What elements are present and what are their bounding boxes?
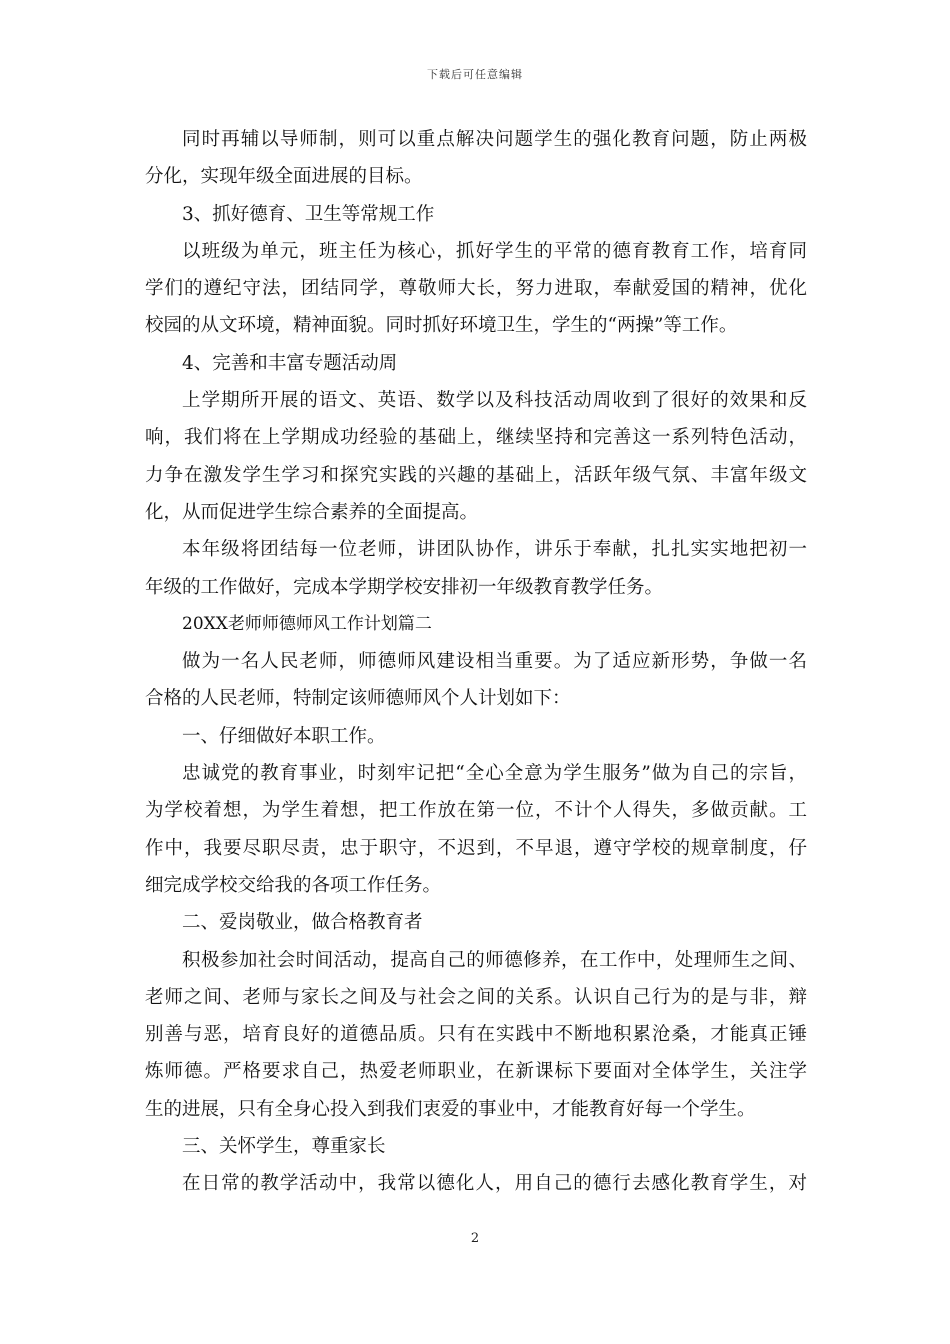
text-line: 校园的从文环境，精神面貌。同时抓好环境卫生，学生的“两操”等工作。 <box>145 315 738 337</box>
text-line: 炼师德。严格要求自己，热爱老师职业，在新课标下要面对全体学生，关注学 <box>145 1061 807 1083</box>
text-line: 同时再辅以导师制，则可以重点解决问题学生的强化教育问题，防止两极 <box>182 129 807 150</box>
text-line: 忠诚党的教育事业，时刻牢记把“全心全意为学生服务”做为自己的宗旨， <box>182 763 807 785</box>
text-line: 在日常的教学活动中，我常以德化人，用自己的德行去感化教育学生，对 <box>182 1173 807 1195</box>
text-line: 老师之间、老师与家长之间及与社会之间的关系。认识自己行为的是与非，辩 <box>145 986 807 1008</box>
page-number: 2 <box>470 1231 480 1246</box>
text-line: 二、爱岗敬业，做合格教育者 <box>182 912 423 934</box>
text-line: 积极参加社会时间活动，提高自己的师德修养，在工作中，处理师生之间、 <box>182 949 807 971</box>
text-line: 本年级将团结每一位老师，讲团队协作，讲乐于奉献，扎扎实实地把初一 <box>182 539 807 561</box>
text-line: 作中，我要尽职尽责，忠于职守，不迟到，不早退，遵守学校的规章制度，仔 <box>145 837 807 859</box>
text-line: 力争在激发学生学习和探究实践的兴趣的基础上，活跃年级气氛、丰富年级文 <box>145 464 807 486</box>
text-line: 细完成学校交给我的各项工作任务。 <box>145 874 442 896</box>
text-line: 年级的工作做好，完成本学期学校安排初一年级教育教学任务。 <box>145 576 664 598</box>
document-body <box>145 121 807 1203</box>
text-line: 别善与恶，培育良好的道德品质。只有在实践中不断地积累沧桑，才能真正锤 <box>145 1024 807 1046</box>
text-line: 化，从而促进学生综合素养的全面提高。 <box>145 501 479 523</box>
page-header: 下载后可任意编辑 <box>427 68 523 81</box>
text-line: 以班级为单元，班主任为核心，抓好学生的平常的德育教育工作，培育同 <box>182 240 807 262</box>
text-line: 20XX老师师德师风工作计划篇二 <box>182 613 432 634</box>
text-line: 为学校着想，为学生着想，把工作放在第一位，不计个人得失，多做贡献。工 <box>145 800 807 822</box>
text-line: 一、仔细做好本职工作。 <box>182 725 386 747</box>
text-line: 响，我们将在上学期成功经验的基础上，继续坚持和完善这一系列特色活动， <box>145 427 807 449</box>
text-line: 做为一名人民老师，师德师风建设相当重要。为了适应新形势，争做一名 <box>182 651 807 673</box>
text-line: 三、关怀学生，尊重家长 <box>182 1136 386 1158</box>
text-line: 生的进展，只有全身心投入到我们衷爱的事业中，才能教育好每一个学生。 <box>145 1098 756 1120</box>
text-line: 分化，实现年级全面进展的目标。 <box>145 166 423 188</box>
text-line: 合格的人民老师，特制定该师德师风个人计划如下： <box>145 688 571 710</box>
text-line: 上学期所开展的语文、英语、数学以及科技活动周收到了很好的效果和反 <box>182 390 807 412</box>
text-line: 3、抓好德育、卫生等常规工作 <box>182 203 435 225</box>
text-line: 学们的遵纪守法，团结同学，尊敬师大长，努力进取，奉献爱国的精神，优化 <box>145 278 807 300</box>
text-line: 4、完善和丰富专题活动周 <box>182 352 398 374</box>
